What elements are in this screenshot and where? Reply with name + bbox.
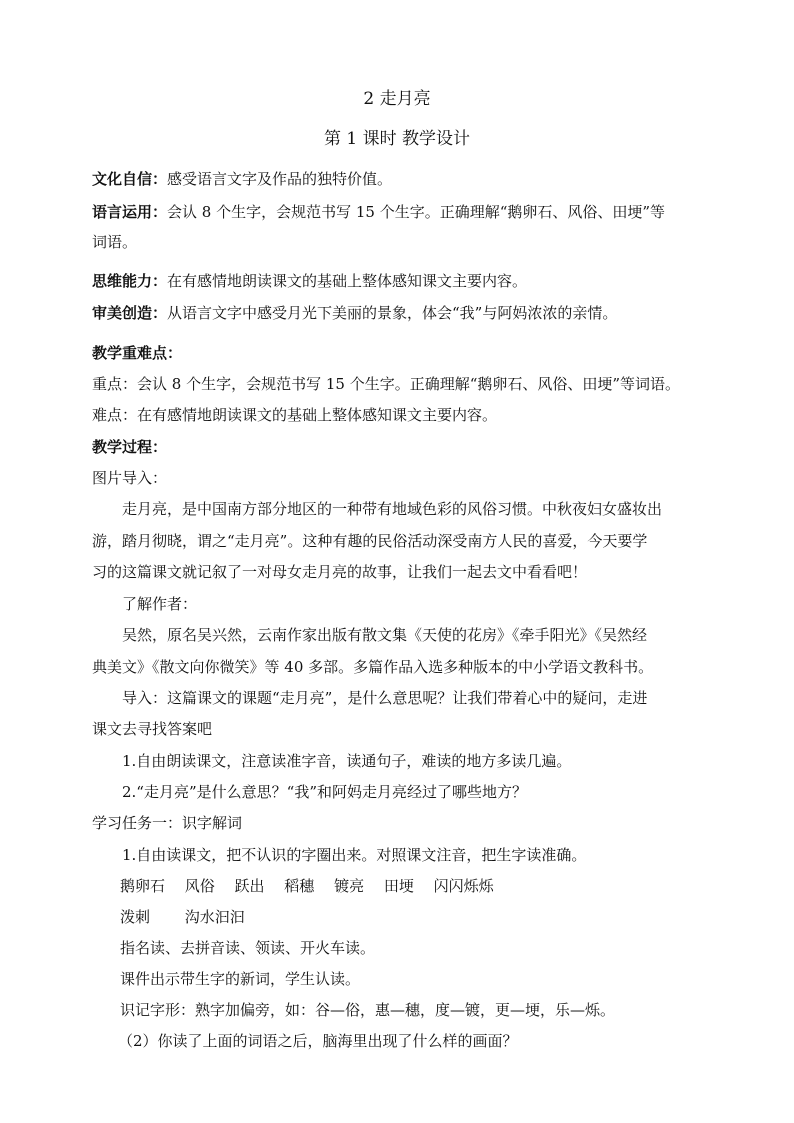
- intro-paragraph-line-3: 习的这篇课文就记叙了一对母女走月亮的故事，让我们一起去文中看看吧！: [92, 563, 588, 581]
- lead-line-2: 课文去寻找答案吧: [92, 720, 213, 738]
- objective-culture-label: 文化自信：: [92, 170, 168, 188]
- courseware-note: 课件出示带生字的新词，学生认读。: [120, 970, 361, 988]
- page-title: 2 走月亮: [363, 89, 431, 109]
- read-methods: 指名读、去拼音读、领读、开火车读。: [120, 939, 376, 957]
- objective-culture-text: 感受语言文字及作品的独特价值。: [167, 170, 393, 188]
- objective-aesthetic-text: 从语言文字中感受月光下美丽的景象，体会“我”与阿妈浓浓的亲情。: [167, 304, 618, 322]
- key-points-difficulty: 难点：在有感情地朗读课文的基础上整体感知课文主要内容。: [92, 406, 498, 424]
- vocabulary-row-1: 鹅卵石 风俗 跃出 稻穗 镀亮 田埂 闪闪烁烁: [120, 877, 494, 895]
- objective-thinking-label: 思维能力：: [92, 272, 168, 290]
- process-heading: 教学过程：: [92, 438, 168, 456]
- objective-language-text: 会认 8 个生字，会规范书写 15 个生字。正确理解“鹅卵石、风俗、田埂”等: [167, 203, 666, 221]
- objective-aesthetic-label: 审美创造：: [92, 304, 168, 322]
- objective-thinking: [92, 270, 527, 292]
- imagine-question: （2）你读了上面的词语之后，脑海里出现了什么样的画面？: [118, 1032, 518, 1050]
- objective-language-label: 语言运用：: [92, 203, 168, 221]
- key-points-heading: 教学重难点：: [92, 344, 183, 362]
- objective-thinking-text: 在有感情地朗读课文的基础上整体感知课文主要内容。: [167, 272, 528, 290]
- objective-aesthetic: [92, 302, 617, 324]
- task-1-heading: 学习任务一：识字解词: [92, 814, 243, 832]
- question-1: 1.自由朗读课文，注意读准字音，读通句子，难读的地方多读几遍。: [122, 752, 572, 770]
- author-line-2: 典美文》《散文向你微笑》等 40 多部。多篇作品入选多种版本的中小学语文教科书。: [92, 658, 654, 676]
- intro-paragraph-line-2: 游，踏月彻晓，谓之“走月亮”。这种有趣的民俗活动深受南方人民的喜爱，今天要学: [92, 532, 648, 550]
- objective-culture: [92, 168, 392, 190]
- objective-language: [92, 201, 665, 223]
- question-2: 2.“走月亮”是什么意思？“我”和阿妈走月亮经过了哪些地方？: [122, 783, 527, 801]
- objective-language-continued: 词语。: [92, 233, 138, 251]
- intro-paragraph-line-1: 走月亮，是中国南方部分地区的一种带有地域色彩的风俗习惯。中秋夜妇女盛妆出: [122, 500, 663, 518]
- author-line-1: 吴然，原名吴兴然，云南作家出版有散文集《天使的花房》《牵手阳光》《吴然经: [122, 626, 648, 644]
- memory-method: 识记字形：熟字加偏旁，如：谷—俗，惠—穗，度—镀，更—埂，乐—烁。: [120, 1001, 616, 1019]
- author-label: 了解作者：: [122, 595, 198, 613]
- vocabulary-row-2: 泼刺 沟水汩汩: [120, 908, 245, 926]
- intro-label: 图片导入：: [92, 469, 168, 487]
- key-points-focus: 重点：会认 8 个生字，会规范书写 15 个生字。正确理解“鹅卵石、风俗、田埂”等词语。: [92, 375, 681, 393]
- task-1-step-1: 1.自由读课文，把不认识的字圈出来。对照课文注音，把生字读准确。: [122, 846, 587, 864]
- page-subtitle: 第 1 课时 教学设计: [323, 129, 471, 149]
- lead-line-1: 导入：这篇课文的课题“走月亮”，是什么意思呢？让我们带着心中的疑问，走进: [122, 689, 648, 707]
